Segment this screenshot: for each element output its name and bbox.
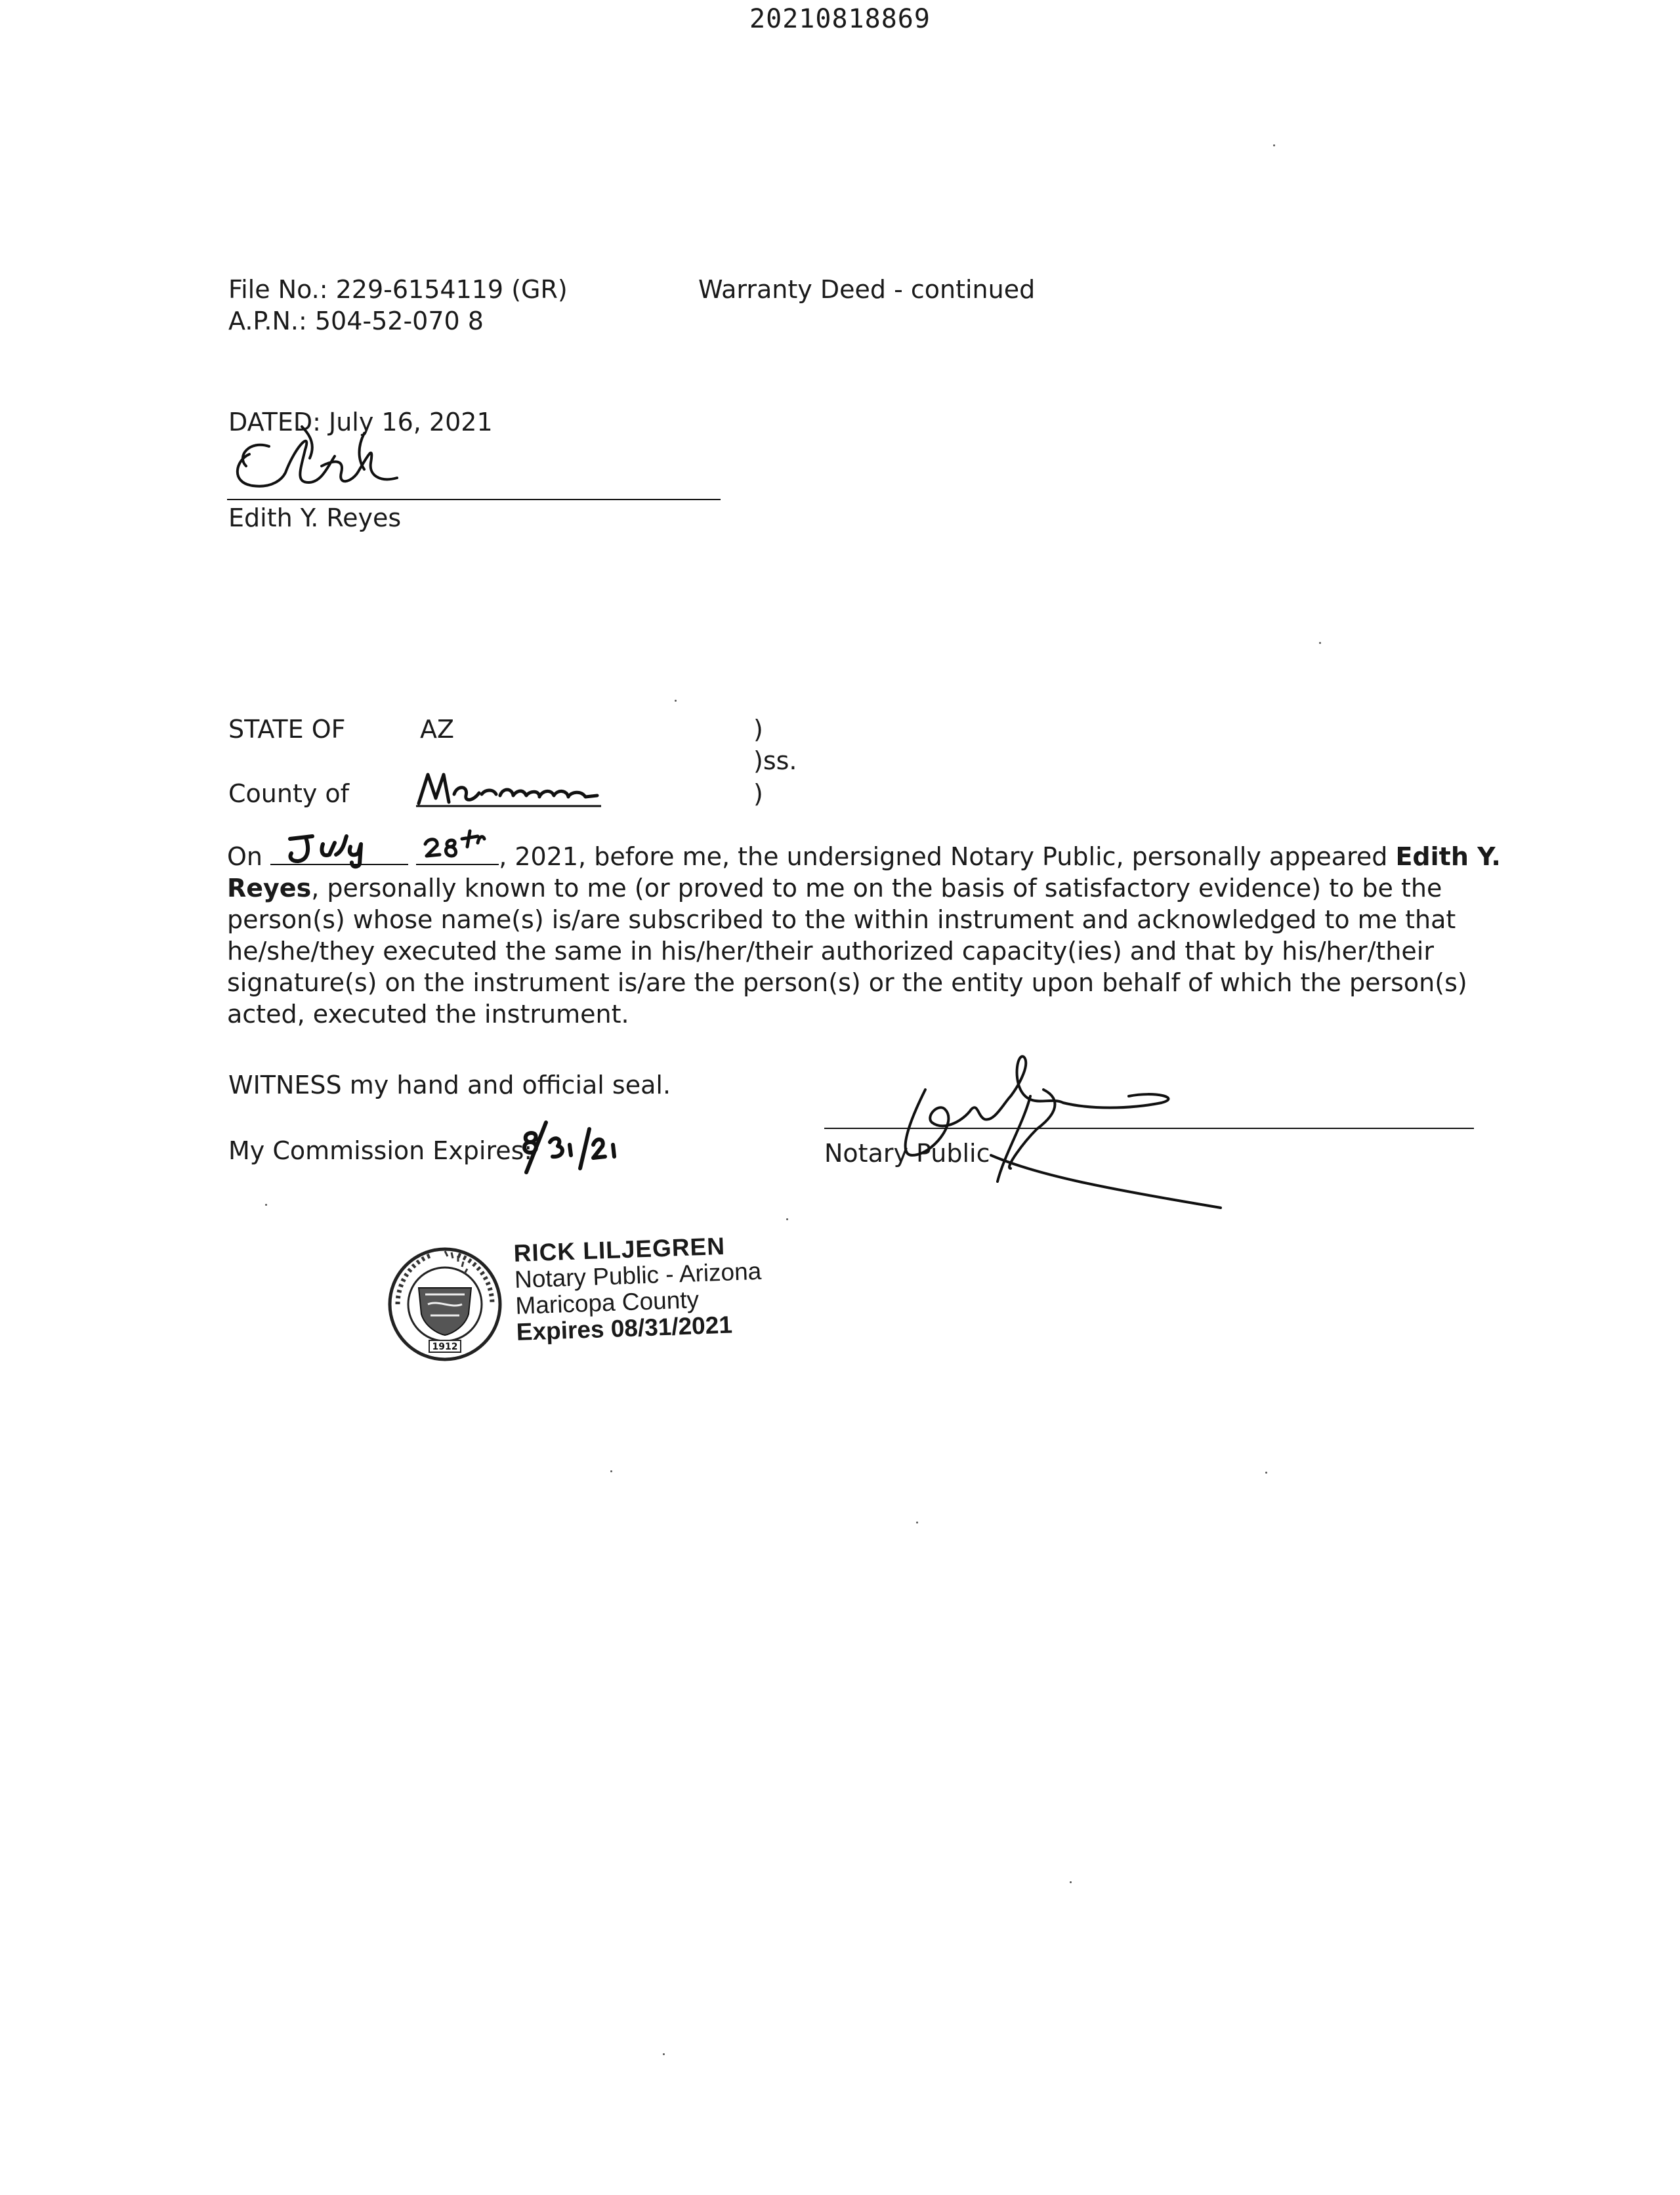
acknowledgment-paragraph (227, 838, 1501, 1030)
seal-year: 1912 (432, 1342, 458, 1352)
ack-line-5: signature(s) on the instrument is/are the person(s) or the entity upon behalf of which the person(s) (227, 968, 1467, 997)
scan-speck (1070, 1881, 1072, 1883)
ack-day-handwritten (421, 827, 500, 866)
signer-name: Edith Y. Reyes (228, 503, 402, 532)
scan-speck (1265, 1472, 1267, 1474)
ack-on: On (227, 842, 262, 871)
ack-month-handwritten (284, 830, 402, 869)
grantor-signature-line (227, 499, 721, 500)
county-label: County of (228, 779, 350, 808)
stamp-notary-name: RICK LILJEGREN (513, 1232, 726, 1267)
venue-paren-2: ) (753, 779, 763, 808)
apn-number: A.P.N.: 504-52-070 8 (228, 307, 484, 335)
commission-label: My Commission Expires: (228, 1136, 533, 1165)
ack-line-2-text: , personally known to me (or proved to me on the basis of satisfactory evidence) to be the (311, 874, 1442, 903)
grantor-signature (223, 420, 459, 505)
file-number: File No.: 229-6154119 (GR) (228, 275, 568, 304)
recording-number: 20210818869 (749, 4, 931, 34)
venue-paren-1: ) (753, 715, 763, 744)
ack-line-2 (227, 872, 1442, 904)
ack-line-6: acted, executed the instrument. (227, 1000, 629, 1029)
notary-signature (879, 1050, 1247, 1234)
ack-grantor-name-1: Edith Y. (1395, 842, 1501, 871)
ack-line-3: person(s) whose name(s) is/are subscribed to the within instrument and acknowledged to me that (227, 905, 1456, 934)
ack-day-blank (416, 838, 499, 865)
scan-speck (916, 1522, 918, 1524)
state-value: AZ (420, 715, 455, 744)
commission-date-handwritten (517, 1116, 662, 1175)
document-title: Warranty Deed - continued (698, 275, 1036, 304)
arizona-state-seal (386, 1242, 504, 1367)
notary-stamp (513, 1232, 764, 1346)
notary-public-label: Notary Public (824, 1139, 990, 1168)
scan-speck (265, 1204, 267, 1206)
scan-speck (786, 1218, 788, 1220)
stamp-expiration: Expires 08/31/2021 (516, 1311, 733, 1346)
stamp-county: Maricopa County (514, 1286, 700, 1319)
scan-speck (1273, 144, 1275, 146)
ack-line-4: he/she/they executed the same in his/her/their authorized capacity(ies) and that by his/her/their (227, 937, 1434, 966)
ack-grantor-name-2: Reyes (227, 874, 312, 903)
scan-speck (1319, 642, 1321, 644)
scan-speck (610, 1470, 612, 1472)
county-handwritten (413, 765, 604, 811)
scan-speck (675, 700, 677, 702)
ack-line-1 (227, 838, 1501, 872)
dated-line: DATED: July 16, 2021 (228, 408, 493, 437)
ack-line-1-text: , 2021, before me, the undersigned Notary Public, personally appeared (499, 842, 1396, 871)
state-label: STATE OF (228, 715, 346, 744)
venue-ss: )ss. (753, 746, 797, 775)
witness-text: WITNESS my hand and official seal. (228, 1071, 671, 1099)
scan-speck (663, 2053, 665, 2055)
ack-month-blank (270, 838, 408, 865)
stamp-notary-title: Notary Public - Arizona (514, 1257, 762, 1293)
